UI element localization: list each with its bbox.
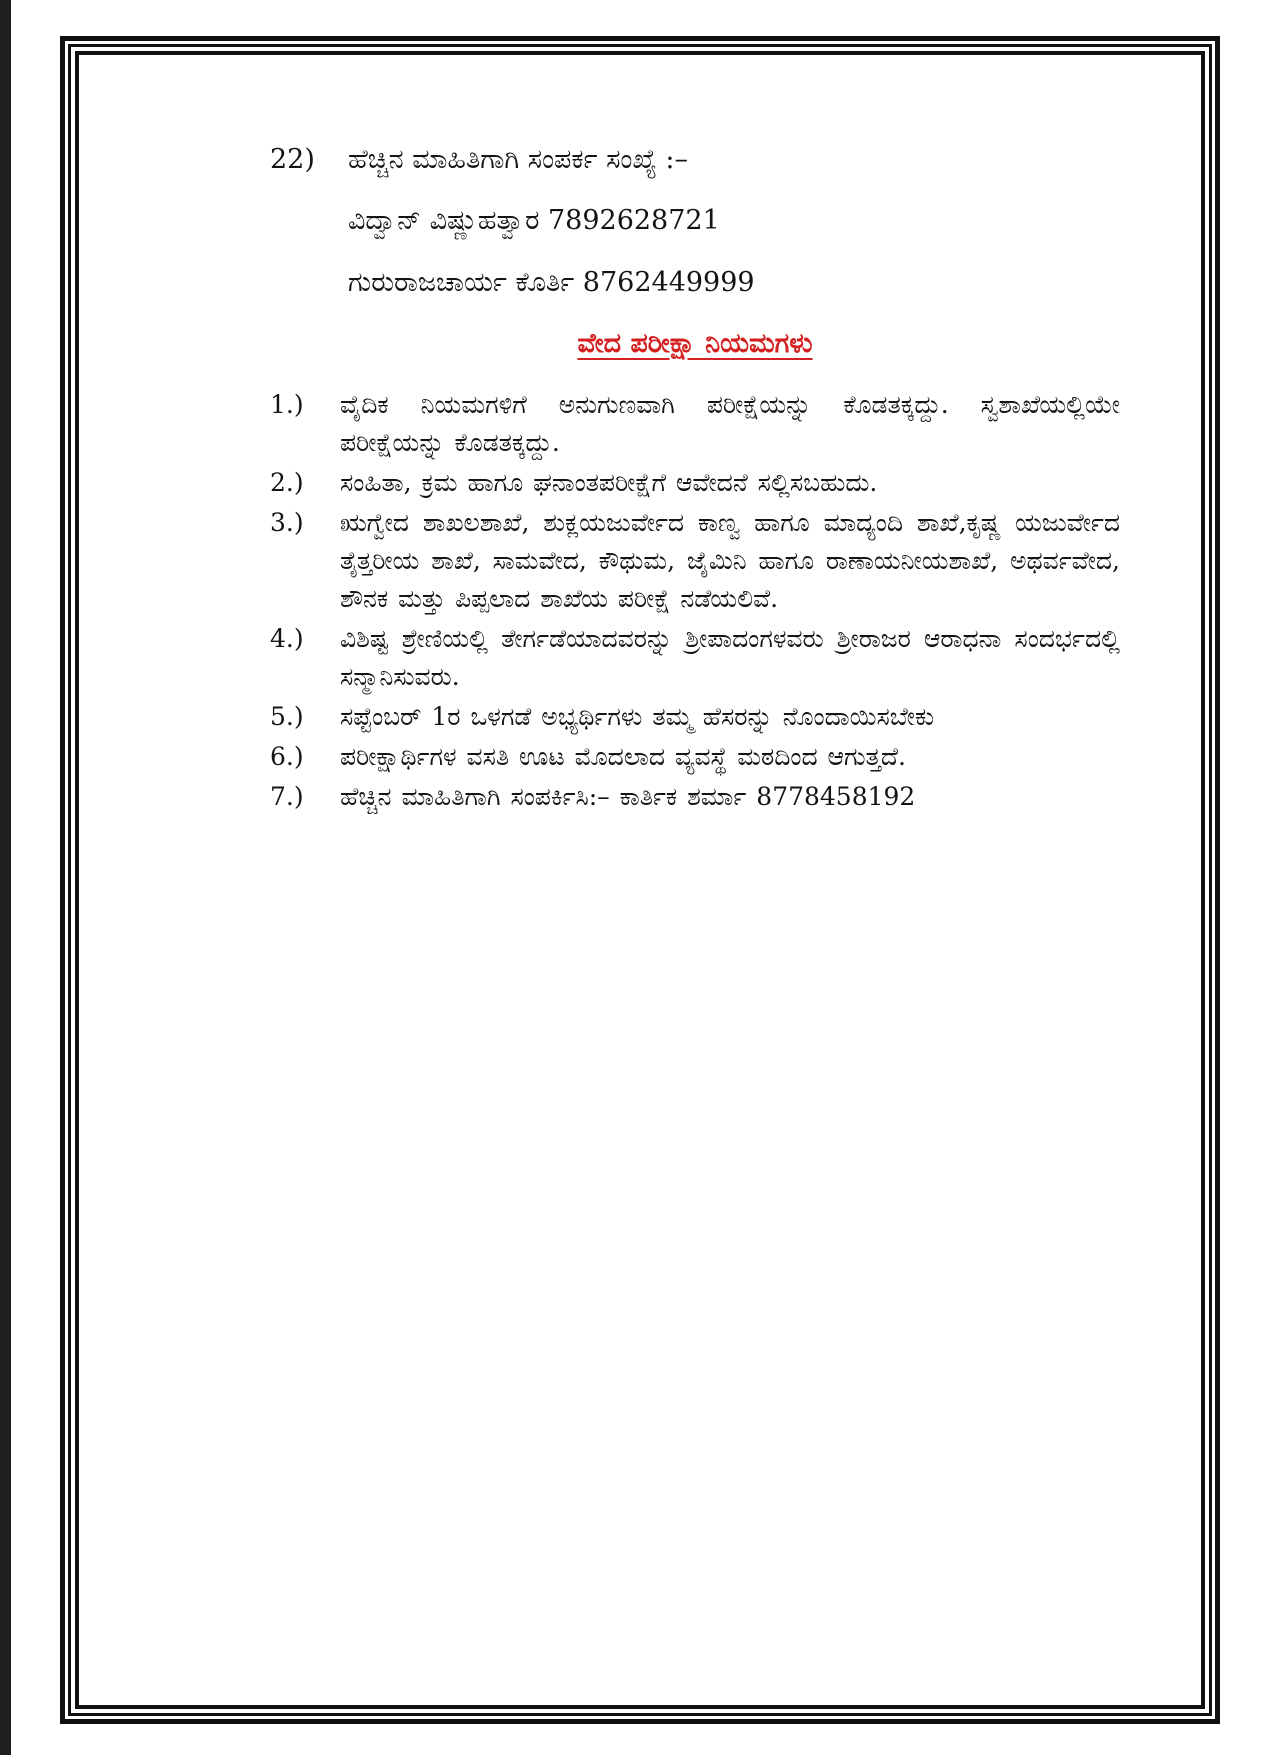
rule-text: ಸಂಹಿತಾ, ಕ್ರಮ ಹಾಗೂ ಘನಾಂತಪರೀಕ್ಷೆಗೆ ಆವೇದನೆ ಸಲ್ಲಿಸಬಹುದು.	[340, 468, 878, 497]
rule-text: ಋಗ್ವೇದ ಶಾಖಲಶಾಖೆ, ಶುಕ್ಲಯಜುರ್ವೇದ ಕಾಣ್ವ ಹಾಗೂ ಮಾದ್ಯಂದಿ ಶಾಖೆ,ಕೃಷ್ಣ ಯಜುರ್ವೇದ ತೈತ್ತರೀಯ ಶಾಖೆ, ಸಾಮವೇದ, ಕೌಥುಮ, ಜೈಮಿನಿ ಹಾಗೂ ರಾಣಾಯನೀಯಶಾಖೆ, ಅಥರ್ವವೇದ, ಶೌನಕ ಮತ್ತು ಪಿಪ್ಪಲಾದ ಶಾಖೆಯ ಪರೀಕ್ಷೆ ನಡೆಯಲಿವೆ.	[340, 508, 1120, 613]
rule-text: ಸಪ್ಟೆಂಬರ್ 1ರ ಒಳಗಡೆ ಅಭ್ಯರ್ಥಿಗಳು ತಮ್ಮ ಹೆಸರನ್ನು ನೊಂದಾಯಿಸಬೇಕು	[340, 702, 935, 731]
rule-item-5	[270, 698, 1120, 736]
rule-number: 5.)	[270, 702, 304, 731]
contact-item-number: 22)	[270, 144, 315, 175]
rule-item-4	[270, 620, 1120, 696]
rule-item-7	[270, 778, 1120, 816]
contact-heading-text: ಹೆಚ್ಚಿನ ಮಾಹಿತಿಗಾಗಿ ಸಂಪರ್ಕ ಸಂಖ್ಯೆ :–	[348, 144, 689, 175]
rule-number: 1.)	[270, 390, 304, 419]
rule-number: 3.)	[270, 508, 304, 537]
document-content	[270, 130, 1120, 818]
rule-number: 6.)	[270, 742, 304, 771]
rule-text: ವಿಶಿಷ್ಟ ಶ್ರೇಣಿಯಲ್ಲಿ ತೇರ್ಗಡೆಯಾದವರನ್ನು ಶ್ರೀಪಾದಂಗಳವರು ಶ್ರೀರಾಜರ ಆರಾಧನಾ ಸಂದರ್ಭದಲ್ಲಿ ಸನ್ಮಾನಿಸುವರು.	[340, 624, 1120, 691]
rule-number: 7.)	[270, 782, 304, 811]
contact-heading	[270, 130, 1120, 190]
rule-text: ಹೆಚ್ಚಿನ ಮಾಹಿತಿಗಾಗಿ ಸಂಪರ್ಕಿಸಿ:– ಕಾರ್ತಿಕ ಶರ್ಮಾ 8778458192	[340, 782, 916, 811]
rule-item-1	[270, 386, 1120, 462]
page-edge-strip	[0, 0, 11, 1755]
contact-person-1: ವಿದ್ವಾನ್ ವಿಷ್ಣುಹತ್ವಾರ 7892628721	[348, 205, 720, 236]
rule-item-6	[270, 738, 1120, 776]
rule-text: ವೈದಿಕ ನಿಯಮಗಳಿಗೆ ಅನುಗುಣವಾಗಿ ಪರೀಕ್ಷೆಯನ್ನು ಕೊಡತಕ್ಕದ್ದು. ಸ್ವಶಾಖೆಯಲ್ಲಿಯೇ ಪರೀಕ್ಷೆಯನ್ನು ಕೊಡತಕ್ಕದ್ದು.	[340, 390, 1120, 457]
rule-number: 2.)	[270, 468, 304, 497]
rule-item-3	[270, 504, 1120, 618]
rule-item-2	[270, 464, 1120, 502]
section-title: ವೇದ ಪರೀಕ್ಷಾ ನಿಯಮಗಳು	[577, 328, 813, 359]
contact-person-2: ಗುರುರಾಜಚಾರ್ಯ ಕೊರ್ತಿ 8762449999	[348, 267, 755, 298]
rule-text: ಪರೀಕ್ಷಾರ್ಥಿಗಳ ವಸತಿ ಊಟ ಮೊದಲಾದ ವ್ಯವಸ್ಥೆ ಮಠದಿಂದ ಆಗುತ್ತದೆ.	[340, 742, 907, 771]
rule-number: 4.)	[270, 624, 304, 653]
rules-list	[270, 386, 1120, 816]
